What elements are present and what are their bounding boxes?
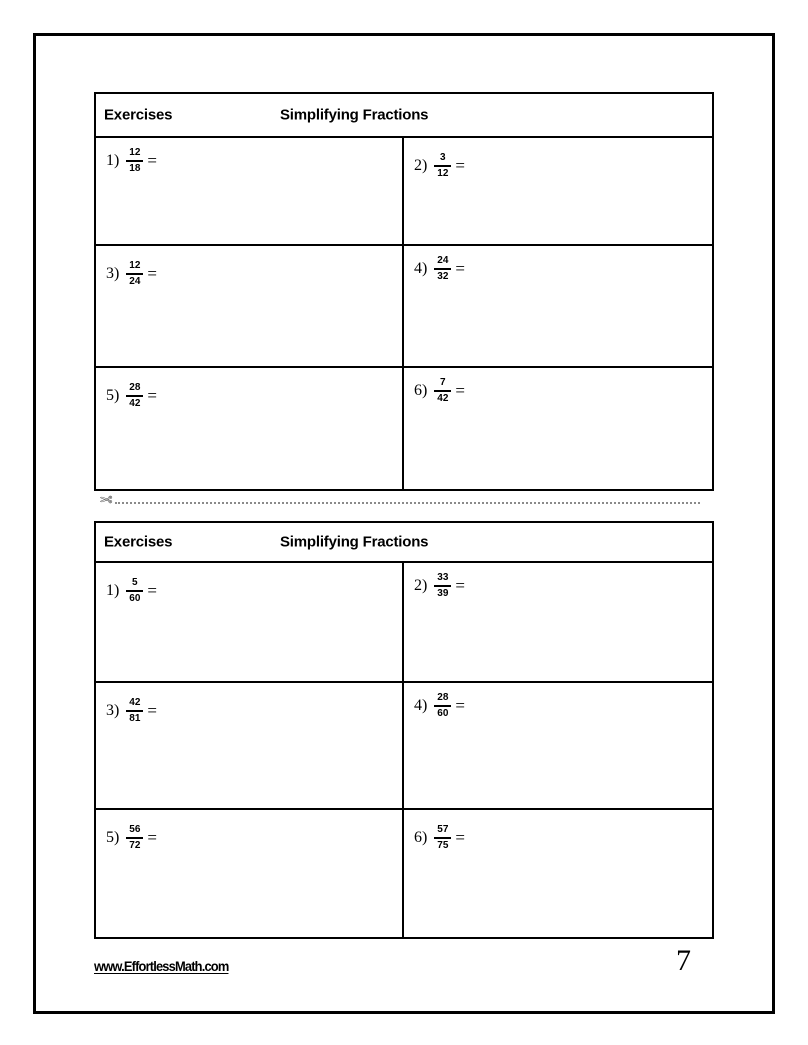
exercise-number: 4): [414, 259, 428, 277]
exercise-number: 3): [106, 701, 120, 719]
fraction: [126, 382, 143, 409]
numerator: 3: [440, 152, 446, 163]
denominator: 24: [129, 275, 141, 287]
exercise-number: 1): [106, 151, 120, 169]
fraction: [126, 260, 143, 287]
table-row: [96, 368, 712, 489]
fraction: [126, 824, 143, 851]
equals-sign: =: [455, 381, 465, 400]
numerator: 28: [437, 692, 449, 703]
exercise-item: [414, 824, 465, 851]
fraction: [434, 692, 451, 719]
numerator: 56: [129, 824, 141, 835]
exercise-cell-2[interactable]: [404, 563, 712, 681]
denominator: 72: [129, 839, 141, 851]
fraction-bar: [434, 268, 451, 270]
denominator: 60: [129, 592, 141, 604]
exercise-item: [414, 692, 465, 719]
equals-sign: =: [455, 828, 465, 847]
exercise-cell-3[interactable]: [96, 683, 404, 808]
numerator: 24: [437, 255, 449, 266]
numerator: 57: [437, 824, 449, 835]
numerator: 7: [440, 377, 446, 388]
table-row: [96, 246, 712, 368]
fraction-bar: [126, 395, 143, 397]
exercise-number: 6): [414, 381, 428, 399]
numerator: 12: [129, 260, 141, 271]
exercise-item: [106, 382, 157, 409]
worksheet-title: Simplifying Fractions: [280, 533, 429, 551]
fraction: [434, 377, 451, 404]
worksheet-table-1: [94, 92, 714, 491]
equals-sign: =: [147, 151, 157, 170]
denominator: 75: [437, 839, 449, 851]
equals-sign: =: [147, 828, 157, 847]
fraction: [434, 824, 451, 851]
fraction-bar: [126, 590, 143, 592]
exercise-item: [106, 260, 157, 287]
fraction: [126, 697, 143, 724]
equals-sign: =: [147, 581, 157, 600]
fraction-bar: [126, 273, 143, 275]
equals-sign: =: [147, 264, 157, 283]
cut-line: [100, 491, 700, 509]
equals-sign: =: [455, 156, 465, 175]
cut-line-dots: [115, 502, 700, 504]
fraction-bar: [434, 705, 451, 707]
denominator: 12: [437, 167, 449, 179]
worksheet-2-header: [96, 523, 712, 563]
exercise-item: [414, 377, 465, 404]
footer-website-link[interactable]: www.EffortlessMath.com: [94, 958, 229, 974]
fraction-bar: [434, 585, 451, 587]
exercise-item: [414, 152, 465, 179]
fraction-bar: [434, 165, 451, 167]
fraction-bar: [434, 390, 451, 392]
equals-sign: =: [147, 386, 157, 405]
equals-sign: =: [147, 701, 157, 720]
exercise-number: 2): [414, 156, 428, 174]
table-row: [96, 810, 712, 937]
denominator: 18: [129, 162, 141, 174]
table-row: [96, 563, 712, 683]
exercise-item: [106, 577, 157, 604]
fraction: [434, 255, 451, 282]
exercise-item: [106, 147, 157, 174]
exercise-cell-5[interactable]: [96, 810, 404, 937]
exercise-number: 4): [414, 696, 428, 714]
numerator: 42: [129, 697, 141, 708]
exercise-number: 1): [106, 581, 120, 599]
exercise-cell-6[interactable]: [404, 368, 712, 489]
equals-sign: =: [455, 259, 465, 278]
table-row: [96, 138, 712, 246]
exercise-cell-2[interactable]: [404, 138, 712, 244]
equals-sign: =: [455, 696, 465, 715]
denominator: 60: [437, 707, 449, 719]
exercise-cell-4[interactable]: [404, 683, 712, 808]
numerator: 28: [129, 382, 141, 393]
exercise-number: 2): [414, 576, 428, 594]
exercise-cell-1[interactable]: [96, 563, 404, 681]
exercise-item: [106, 824, 157, 851]
fraction-bar: [126, 160, 143, 162]
numerator: 12: [129, 147, 141, 158]
exercise-item: [106, 697, 157, 724]
exercises-label: Exercises: [104, 106, 173, 124]
exercise-cell-1[interactable]: [96, 138, 404, 244]
fraction: [434, 152, 451, 179]
scissors-icon: ✄: [100, 491, 113, 509]
numerator: 5: [132, 577, 138, 588]
exercise-cell-5[interactable]: [96, 368, 404, 489]
page-number: 7: [676, 944, 691, 977]
worksheet-1-header: [96, 94, 712, 138]
exercise-item: [414, 572, 465, 599]
denominator: 32: [437, 270, 449, 282]
exercise-number: 3): [106, 264, 120, 282]
exercise-cell-6[interactable]: [404, 810, 712, 937]
fraction: [126, 147, 143, 174]
fraction-bar: [126, 837, 143, 839]
equals-sign: =: [455, 576, 465, 595]
fraction: [434, 572, 451, 599]
exercise-cell-3[interactable]: [96, 246, 404, 366]
worksheet-title: Simplifying Fractions: [280, 106, 429, 124]
table-row: [96, 683, 712, 810]
exercise-number: 5): [106, 828, 120, 846]
exercises-label: Exercises: [104, 533, 173, 551]
exercise-cell-4[interactable]: [404, 246, 712, 366]
denominator: 42: [437, 392, 449, 404]
exercise-number: 6): [414, 828, 428, 846]
fraction-bar: [126, 710, 143, 712]
denominator: 39: [437, 587, 449, 599]
worksheet-table-2: [94, 521, 714, 939]
numerator: 33: [437, 572, 449, 583]
fraction-bar: [434, 837, 451, 839]
denominator: 81: [129, 712, 141, 724]
fraction: [126, 577, 143, 604]
denominator: 42: [129, 397, 141, 409]
exercise-number: 5): [106, 386, 120, 404]
exercise-item: [414, 255, 465, 282]
